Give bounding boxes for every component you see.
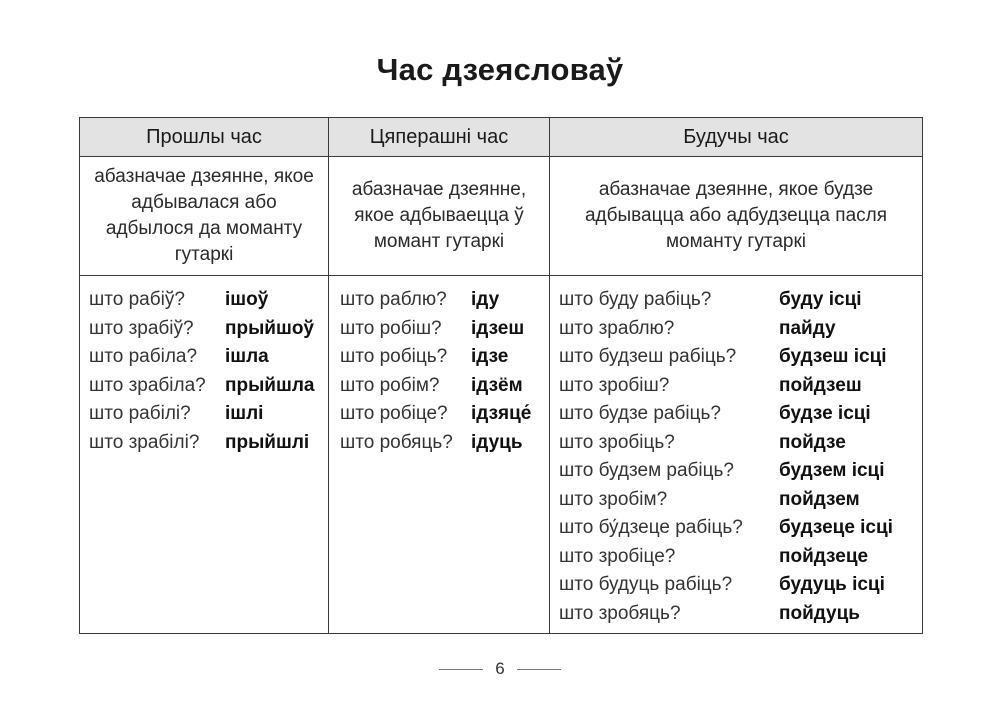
example-answer: будзеце ісці (779, 517, 893, 538)
example-line (550, 574, 922, 603)
example-line (550, 346, 922, 375)
example-question: што будзеш рабіць? (559, 346, 737, 367)
example-line (80, 432, 328, 461)
example-question: што будуць рабіць? (559, 574, 733, 595)
example-answer: будуць ісці (779, 574, 885, 595)
example-line (329, 403, 549, 432)
header-future-tense: Будучы час (550, 118, 923, 157)
example-answer: ідзяце́ (471, 403, 532, 424)
header-present-tense: Цяперашні час (329, 118, 550, 157)
example-line (329, 318, 549, 347)
example-line (80, 403, 328, 432)
example-line (550, 289, 922, 318)
example-question: што рабіў? (89, 289, 185, 310)
example-line (550, 546, 922, 575)
example-question: што бу́дзеце рабіць? (559, 517, 743, 538)
example-question: што зробіце? (559, 545, 676, 567)
footer-rule-right (517, 669, 561, 670)
example-answer: пайду (779, 317, 836, 339)
example-question: што зрабілі? (89, 431, 200, 453)
example-line (80, 289, 328, 318)
example-question: што зрабіла? (89, 374, 206, 396)
example-answer: іду (471, 289, 500, 310)
past-description-cell (80, 157, 329, 276)
future-examples-cell (550, 276, 923, 634)
example-answer: ідуць (471, 431, 523, 453)
example-question: што робім? (340, 374, 440, 396)
example-line (550, 489, 922, 518)
table-header-row (80, 118, 923, 157)
example-answer: ідзём (471, 374, 523, 396)
example-line (329, 375, 549, 404)
present-examples-cell (329, 276, 550, 634)
example-question: што рабілі? (89, 403, 191, 424)
footer-rule-left (439, 669, 483, 670)
example-answer: будзем ісці (779, 460, 885, 481)
example-answer: пойдзе (779, 431, 846, 453)
example-question: што робіш? (340, 317, 442, 339)
example-line (550, 603, 922, 632)
future-description-cell (550, 157, 923, 276)
example-answer: буду ісці (779, 289, 862, 310)
page-number: 6 (495, 659, 505, 678)
example-line (550, 375, 922, 404)
example-line (329, 346, 549, 375)
future-description: абазначае дзеянне, якое будзе адбывацца або адбудзецца пасля моманту гутаркі (584, 179, 888, 252)
example-line (80, 346, 328, 375)
example-line (329, 432, 549, 461)
page-title: Час дзеясловаў (376, 52, 624, 87)
example-line (550, 517, 922, 546)
page-footer (0, 657, 1000, 681)
example-answer: ішла (225, 346, 269, 367)
example-answer: ідзеш (471, 317, 525, 339)
example-question: што будзе рабіць? (559, 403, 721, 424)
example-question: што будзем рабіць? (559, 460, 734, 481)
example-question: што рабіла? (89, 346, 198, 367)
example-line (550, 432, 922, 461)
example-line (80, 318, 328, 347)
example-answer: пойдуць (779, 602, 860, 624)
examples-row (80, 276, 923, 634)
example-line (329, 289, 549, 318)
example-question: што буду рабіць? (559, 289, 712, 310)
example-line (80, 375, 328, 404)
example-question: што робіце? (340, 403, 448, 424)
example-answer: ішоў (225, 289, 269, 310)
example-line (550, 403, 922, 432)
example-question: што робяць? (340, 431, 453, 453)
example-question: што зробім? (559, 488, 668, 510)
example-answer: ідзе (471, 346, 509, 367)
verb-tense-table (79, 117, 923, 634)
example-answer: пойдзеце (779, 545, 869, 567)
example-question: што зробіш? (559, 374, 670, 396)
example-answer: будзе ісці (779, 403, 871, 424)
past-examples-cell (80, 276, 329, 634)
example-answer: пойдзем (779, 488, 860, 510)
example-question: што зраблю? (559, 317, 675, 339)
example-answer: прыйшоў (225, 317, 314, 339)
present-description-cell (329, 157, 550, 276)
example-answer: ішлі (225, 403, 264, 424)
example-question: што зробяць? (559, 602, 681, 624)
present-description: абазначае дзеянне, якое адбываецца ў момант гутаркі (351, 179, 527, 252)
example-answer: прыйшлі (225, 431, 310, 453)
example-answer: пойдзеш (779, 374, 862, 396)
description-row (80, 157, 923, 276)
example-question: што зробіць? (559, 431, 675, 453)
example-line (550, 318, 922, 347)
example-line (550, 460, 922, 489)
example-answer: прыйшла (225, 374, 315, 396)
example-question: што зрабіў? (89, 317, 194, 339)
header-past-tense: Прошлы час (80, 118, 329, 157)
example-answer: будзеш ісці (779, 346, 887, 367)
past-description: абазначае дзеянне, якое адбывалася або адбылося да моманту гутаркі (94, 166, 314, 265)
example-question: што раблю? (340, 289, 447, 310)
example-question: што робіць? (340, 346, 448, 367)
